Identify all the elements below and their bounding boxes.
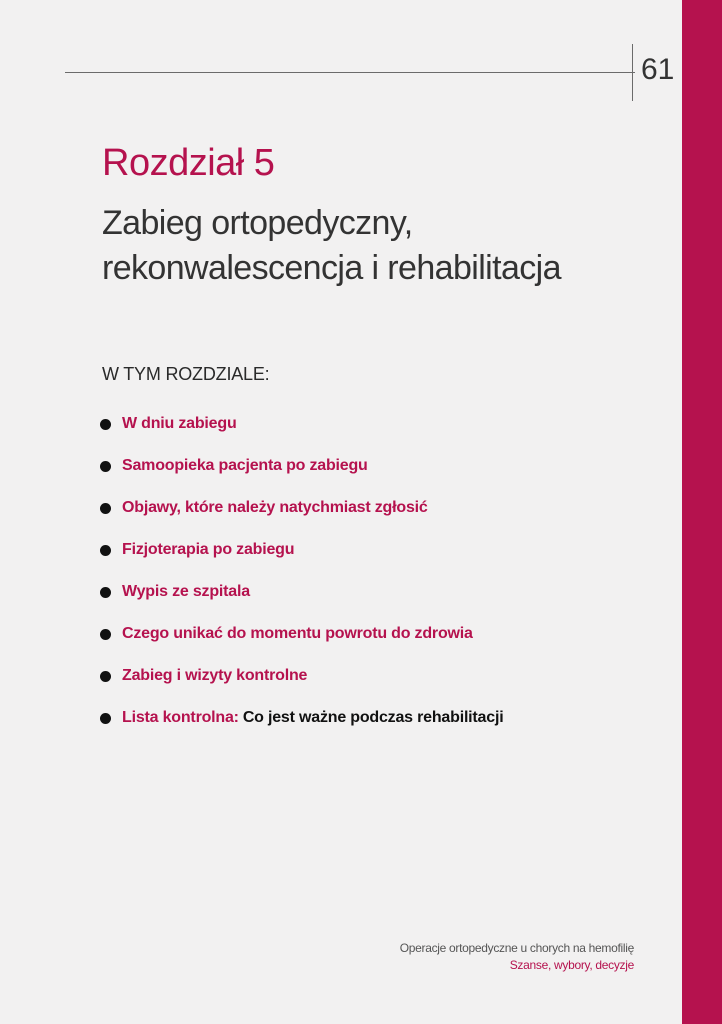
footer-book-title: Operacje ortopedyczne u chorych na hemofilię	[399, 941, 634, 955]
contents-item	[100, 529, 503, 571]
page-number: 61	[641, 53, 675, 86]
footer	[400, 940, 634, 974]
contents-link-w-dniu-zabiegu[interactable]: W dniu zabiegu	[122, 415, 237, 432]
contents-item	[100, 697, 503, 739]
contents-link-czego-unikac[interactable]: Czego unikać do momentu powrotu do zdrowia	[122, 625, 473, 642]
contents-link-objawy[interactable]: Objawy, które należy natychmiast zgłosić	[122, 499, 428, 516]
contents-item	[100, 445, 503, 487]
contents-item	[100, 403, 503, 445]
bullet-icon	[100, 503, 111, 514]
contents-link-zabieg-i-wizyty[interactable]: Zabieg i wizyty kontrolne	[122, 667, 308, 684]
contents-item	[100, 613, 503, 655]
header-rule	[65, 72, 635, 73]
contents-item-subtitle: Co jest ważne podczas rehabilitacji	[242, 709, 504, 726]
chapter-label: Rozdział 5	[102, 142, 275, 184]
bullet-icon	[100, 587, 111, 598]
side-color-band	[682, 0, 722, 1024]
bullet-icon	[100, 545, 111, 556]
bullet-icon	[100, 629, 111, 640]
bullet-icon	[100, 419, 111, 430]
chapter-title-line-2: rekonwalescencja i rehabilitacja	[102, 249, 561, 287]
chapter-title-line-1: Zabieg ortopedyczny,	[102, 204, 413, 242]
bullet-icon	[100, 671, 111, 682]
contents-heading: W TYM ROZDZIALE:	[102, 364, 270, 384]
contents-link-fizjoterapia[interactable]: Fizjoterapia po zabiegu	[122, 541, 295, 558]
contents-item	[100, 571, 503, 613]
contents-list	[100, 403, 503, 739]
contents-link-samoopieka[interactable]: Samoopieka pacjenta po zabiegu	[122, 457, 368, 474]
bullet-icon	[100, 461, 111, 472]
contents-item	[100, 655, 503, 697]
contents-link-lista-kontrolna[interactable]: Lista kontrolna:	[122, 709, 239, 726]
contents-link-wypis[interactable]: Wypis ze szpitala	[122, 583, 250, 600]
page-number-divider	[632, 44, 633, 101]
chapter-title	[102, 201, 662, 291]
bullet-icon	[100, 713, 111, 724]
footer-book-subtitle: Szanse, wybory, decyzje	[509, 958, 634, 972]
contents-item	[100, 487, 503, 529]
